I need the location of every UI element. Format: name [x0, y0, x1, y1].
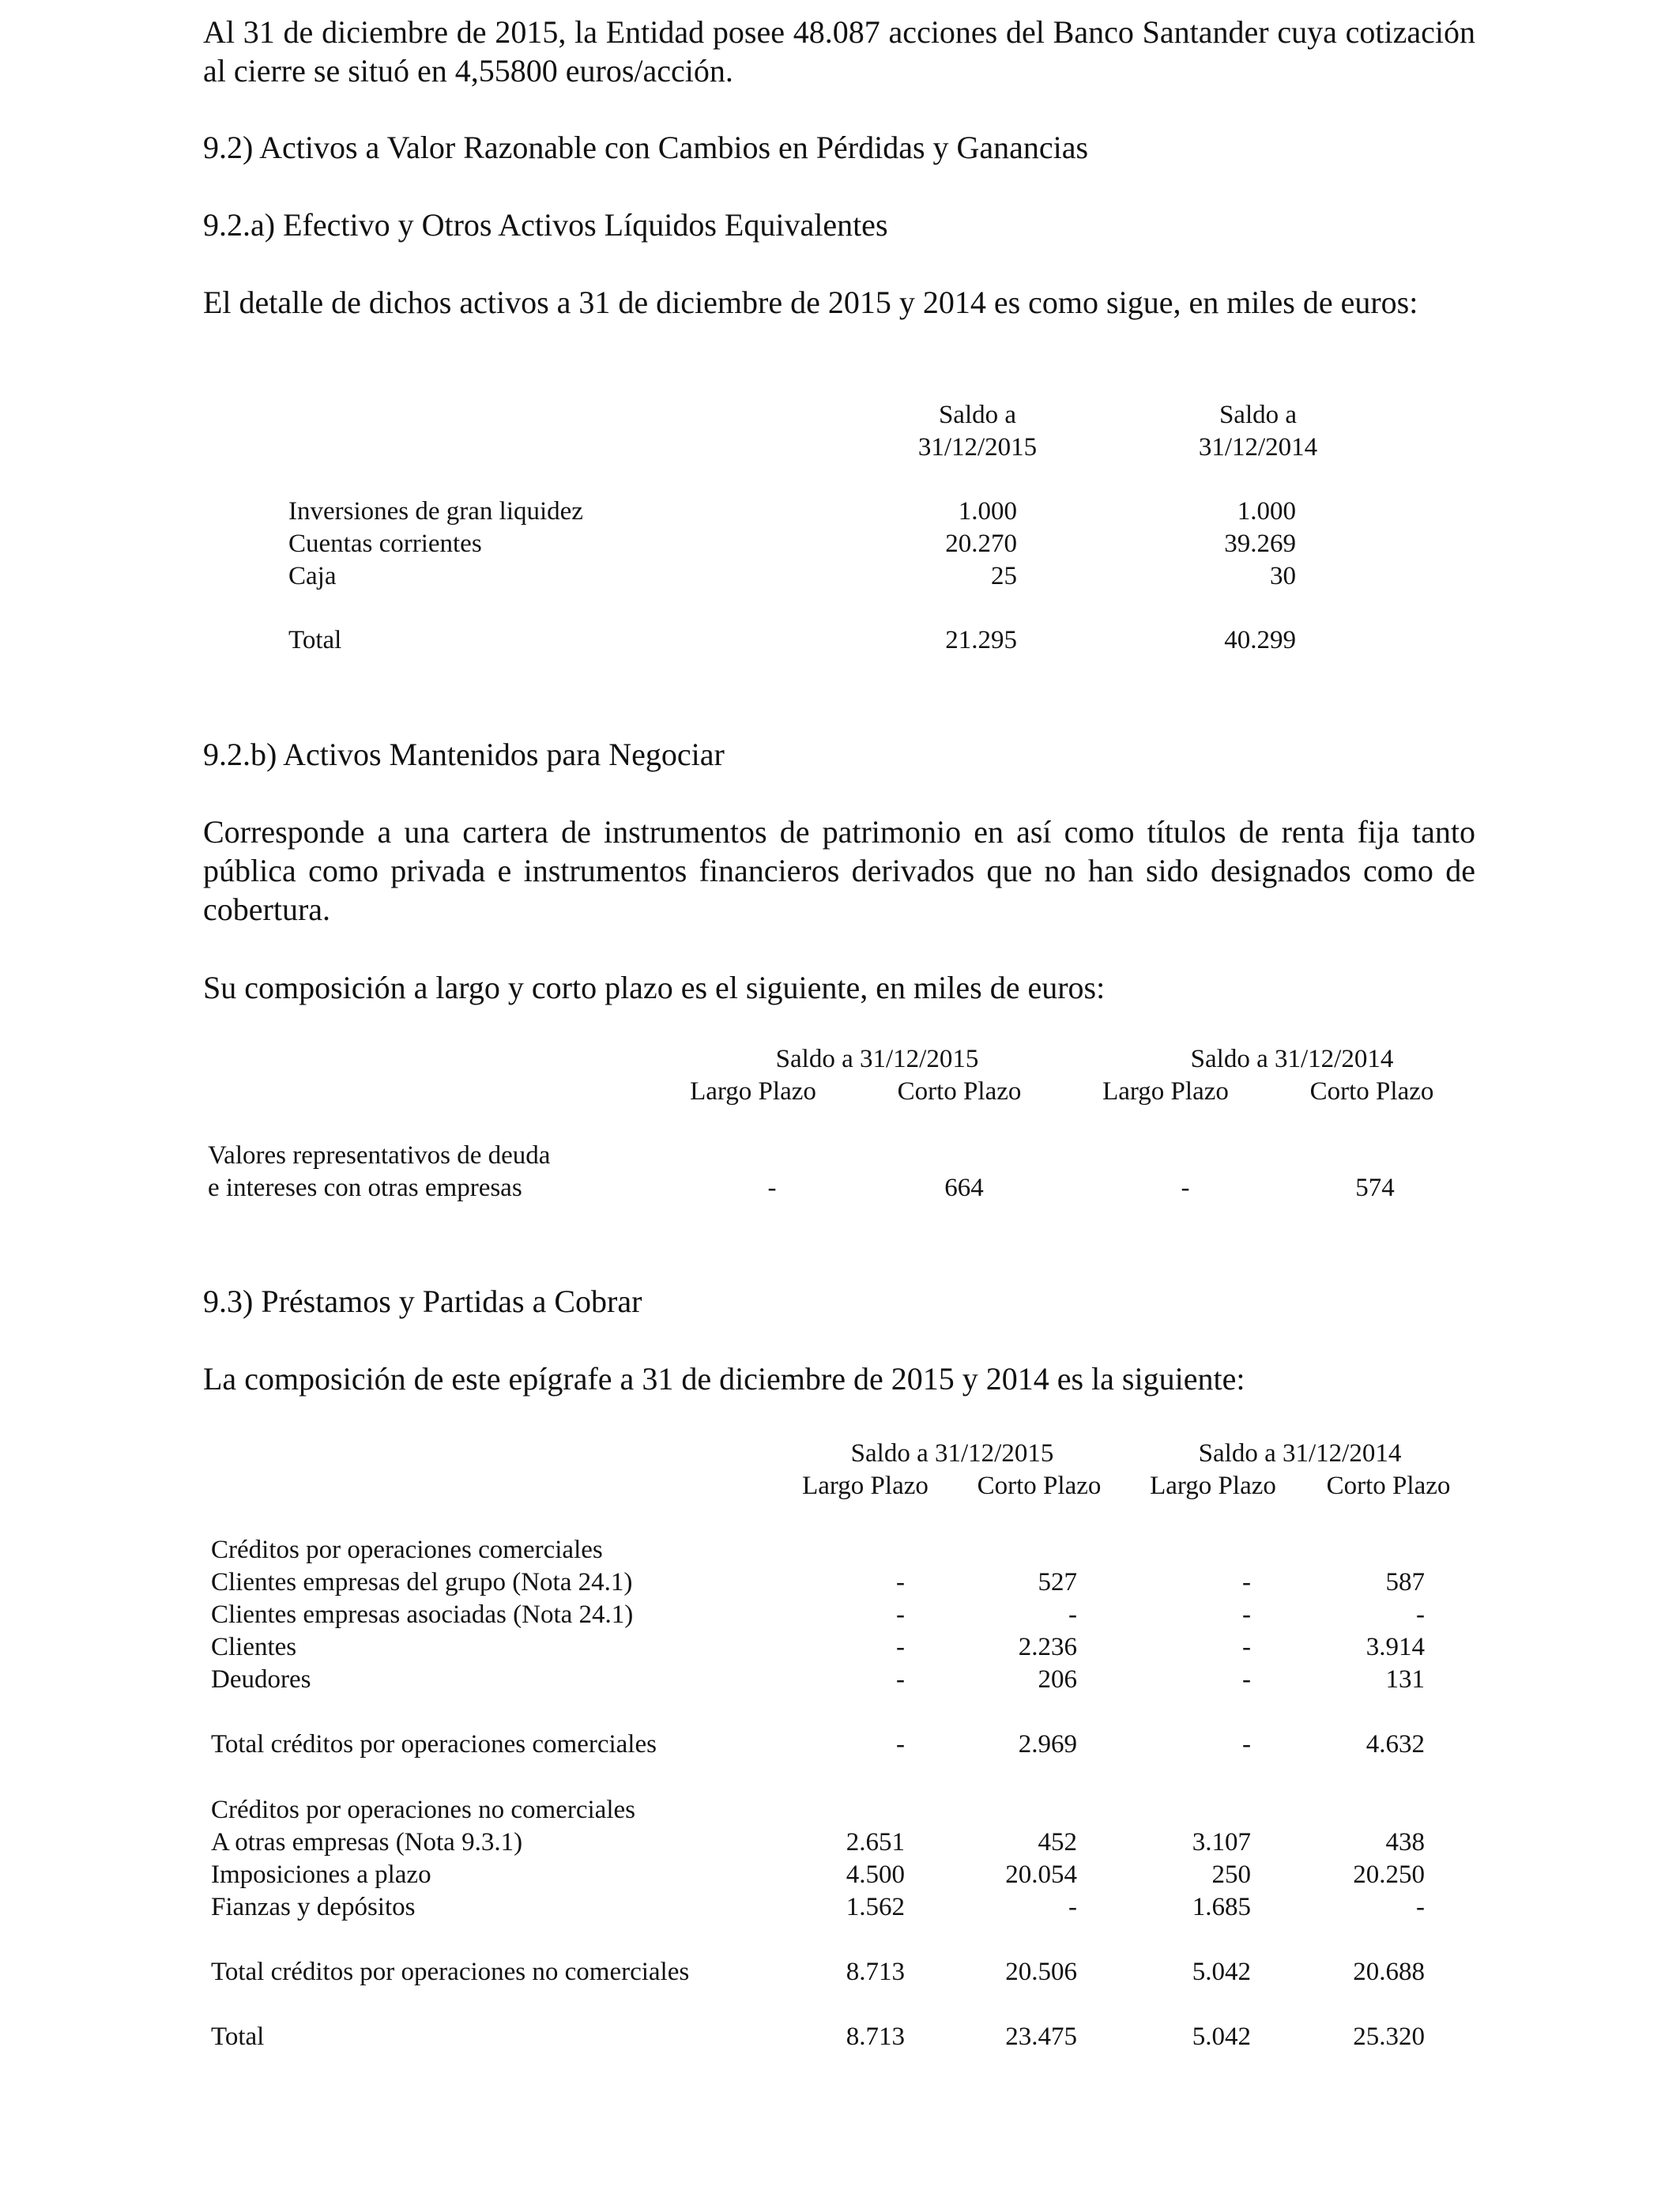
heading-9-3: 9.3) Préstamos y Partidas a Cobrar — [203, 1284, 642, 1319]
table-total-label: Total — [288, 626, 342, 654]
section-title-no-comerciales: Créditos por operaciones no comerciales — [211, 1796, 635, 1824]
table2-sub-header: Corto Plazo — [1309, 1077, 1434, 1106]
paragraph-cartera: Corresponde a una cartera de instrumentos de patrimonio en así como títulos de renta fija tanto pública como privada e instrumentos financieros derivados que no han sido designados como de cobertura. — [203, 814, 1475, 927]
table3-sub-header: Largo Plazo — [802, 1472, 929, 1500]
table-cell: - — [896, 1568, 905, 1596]
table-cell: 2.651 — [846, 1828, 905, 1857]
table-total-label: Total créditos por operaciones comerciales — [211, 1730, 657, 1759]
table-cell: 587 — [1385, 1568, 1425, 1596]
paragraph-detalle: El detalle de dichos activos a 31 de diciembre de 2015 y 2014 es como sigue, en miles de euros: — [203, 285, 1418, 320]
table-cell: 1.562 — [846, 1893, 905, 1921]
table-cell: 250 — [1211, 1860, 1251, 1889]
table-cell: 438 — [1385, 1828, 1425, 1857]
table-cell: 30 — [1270, 562, 1296, 590]
table-cell: 574 — [1355, 1174, 1395, 1202]
table-cell: 3.914 — [1365, 1633, 1425, 1661]
table-row-label: Imposiciones a plazo — [211, 1860, 431, 1889]
table-cell: 20.054 — [1005, 1860, 1077, 1889]
table-grand-total-cell: 5.042 — [1192, 2022, 1251, 2051]
table-row-label: Deudores — [211, 1665, 311, 1694]
table-row-label: e intereses con otras empresas — [208, 1174, 522, 1202]
table-total-cell: 21.295 — [945, 626, 1017, 654]
table-cell: 2.236 — [1018, 1633, 1077, 1661]
heading-9-2-b: 9.2.b) Activos Mantenidos para Negociar — [203, 737, 725, 772]
table-cell: - — [896, 1665, 905, 1694]
table-grand-total-cell: 8.713 — [846, 2022, 905, 2051]
table-total-cell: - — [896, 1730, 905, 1759]
table-row-label: Fianzas y depósitos — [211, 1893, 416, 1921]
table-row-label: Inversiones de gran liquidez — [288, 497, 583, 526]
table3-group-header-2014: Saldo a 31/12/2014 — [1198, 1439, 1402, 1468]
table2-group-header-2015: Saldo a 31/12/2015 — [775, 1045, 979, 1073]
table-total-cell: 40.299 — [1224, 626, 1296, 654]
table-cell: 131 — [1385, 1665, 1425, 1694]
table-cell: 20.270 — [945, 530, 1017, 558]
table-cell: 1.685 — [1192, 1893, 1251, 1921]
table3-group-header-2015: Saldo a 31/12/2015 — [850, 1439, 1054, 1468]
heading-9-2-a: 9.2.a) Efectivo y Otros Activos Líquidos Equivalentes — [203, 207, 888, 243]
table-row-label: Clientes empresas del grupo (Nota 24.1) — [211, 1568, 633, 1596]
paragraph-epigrafe: La composición de este epígrafe a 31 de diciembre de 2015 y 2014 es la siguiente: — [203, 1361, 1245, 1397]
table-row-label: Valores representativos de deuda — [208, 1141, 551, 1170]
table-grand-total-label: Total — [211, 2022, 265, 2051]
table-cell: 4.500 — [846, 1860, 905, 1889]
table-cell: - — [1068, 1600, 1077, 1629]
table-cell: 25 — [991, 562, 1017, 590]
table-total-cell: 20.506 — [1005, 1958, 1077, 1986]
table2-sub-header: Corto Plazo — [897, 1077, 1022, 1106]
table-row-label: A otras empresas (Nota 9.3.1) — [211, 1828, 523, 1857]
table-cell: 1.000 — [958, 497, 1017, 526]
table-grand-total-cell: 25.320 — [1353, 2022, 1425, 2051]
table3-sub-header: Corto Plazo — [977, 1472, 1102, 1500]
table-row-label: Clientes — [211, 1633, 297, 1661]
table3-sub-header: Corto Plazo — [1326, 1472, 1451, 1500]
table2-sub-header: Largo Plazo — [690, 1077, 816, 1106]
table-cell: 206 — [1038, 1665, 1077, 1694]
table-cell: 527 — [1038, 1568, 1077, 1596]
intro-paragraph: Al 31 de diciembre de 2015, la Entidad posee 48.087 acciones del Banco Santander cuya cotización al cierre se situó en 4,55800 euros/acción. — [203, 14, 1475, 89]
table-total-cell: 2.969 — [1018, 1730, 1077, 1759]
table1-header-2014-line1: Saldo a — [1219, 401, 1298, 429]
table-cell: - — [1416, 1893, 1425, 1921]
table-cell: - — [1242, 1633, 1251, 1661]
table1-header-2015-line2: 31/12/2015 — [917, 433, 1038, 462]
table-cell: - — [767, 1174, 777, 1202]
table-total-label: Total créditos por operaciones no comerciales — [211, 1958, 690, 1986]
table-cell: - — [1242, 1568, 1251, 1596]
table-cell: 3.107 — [1192, 1828, 1251, 1857]
table2-group-header-2014: Saldo a 31/12/2014 — [1190, 1045, 1394, 1073]
table-cell: 452 — [1038, 1828, 1077, 1857]
table-row-label: Cuentas corrientes — [288, 530, 482, 558]
table-total-cell: - — [1242, 1730, 1251, 1759]
table-cell: - — [896, 1600, 905, 1629]
table-cell: 20.250 — [1353, 1860, 1425, 1889]
table-total-cell: 5.042 — [1192, 1958, 1251, 1986]
table-cell: 39.269 — [1224, 530, 1296, 558]
table-cell: - — [1242, 1665, 1251, 1694]
table-cell: 1.000 — [1237, 497, 1296, 526]
table-cell: - — [1242, 1600, 1251, 1629]
table-row-label: Caja — [288, 562, 337, 590]
table3-sub-header: Largo Plazo — [1150, 1472, 1276, 1500]
table-total-cell: 4.632 — [1365, 1730, 1425, 1759]
table-row-label: Clientes empresas asociadas (Nota 24.1) — [211, 1600, 634, 1629]
table1-header-2015-line1: Saldo a — [938, 401, 1017, 429]
heading-9-2: 9.2) Activos a Valor Razonable con Cambios en Pérdidas y Ganancias — [203, 130, 1089, 165]
table-cell: - — [1068, 1893, 1077, 1921]
section-title-comerciales: Créditos por operaciones comerciales — [211, 1536, 603, 1564]
table-cell: - — [1416, 1600, 1425, 1629]
table-cell: 664 — [944, 1174, 984, 1202]
table-total-cell: 8.713 — [846, 1958, 905, 1986]
table2-sub-header: Largo Plazo — [1102, 1077, 1229, 1106]
table-cell: - — [896, 1633, 905, 1661]
table-cell: - — [1181, 1174, 1190, 1202]
table-total-cell: 20.688 — [1353, 1958, 1425, 1986]
table-grand-total-cell: 23.475 — [1005, 2022, 1077, 2051]
table1-header-2014-line2: 31/12/2014 — [1198, 433, 1318, 462]
paragraph-composicion: Su composición a largo y corto plazo es el siguiente, en miles de euros: — [203, 970, 1106, 1005]
